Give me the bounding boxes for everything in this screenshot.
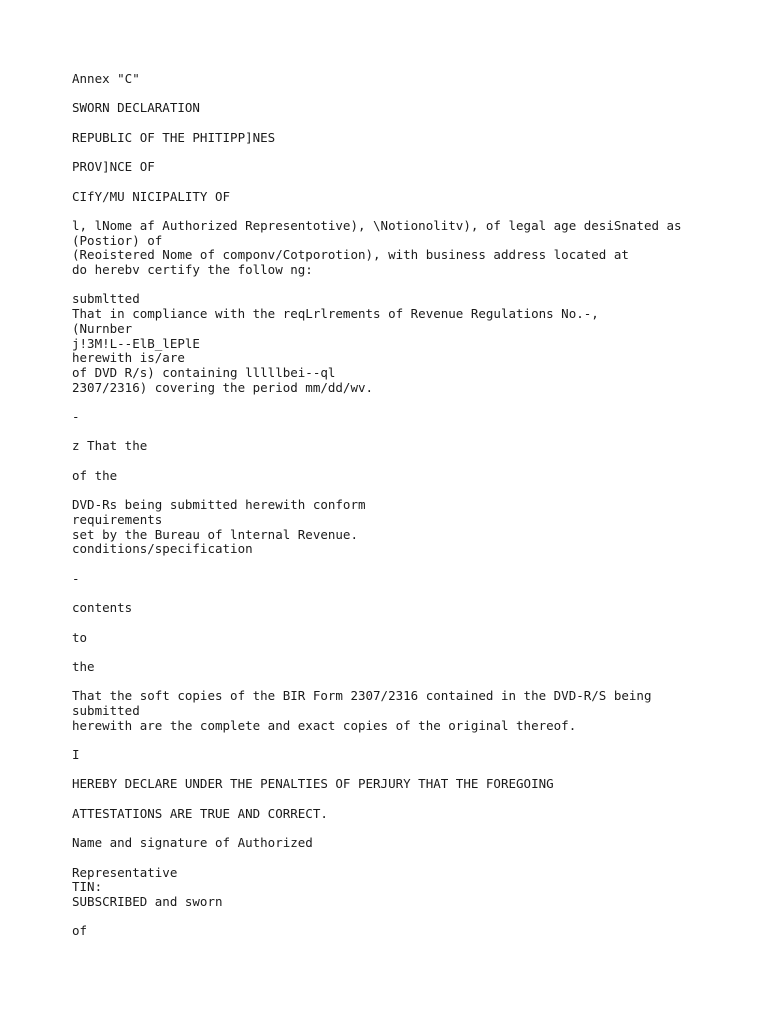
text-line: Representative	[72, 864, 178, 880]
text-line: of DVD R/s) containing lllllbei--ql	[72, 364, 336, 380]
text-line: (Reoistered Nome of componv/Cotporotion), with business address located at	[72, 247, 629, 263]
text-line: to	[72, 629, 88, 645]
paragraph	[72, 660, 732, 675]
text-line: herewith is/are	[72, 350, 185, 366]
paragraph	[72, 924, 732, 939]
text-line: DVD-Rs being submitted herewith conform	[72, 497, 366, 513]
text-line: j!3M!L--ElB_lEPlE	[72, 335, 200, 351]
text-line: That the soft copies of the BIR Form 2307/2316 contained in the DVD-R/S being	[72, 688, 652, 704]
text-line: z That the	[72, 438, 148, 454]
text-line: TIN:	[72, 879, 103, 895]
paragraph	[72, 131, 732, 146]
text-line: I	[72, 747, 80, 763]
text-line: That in compliance with the reqLrlrements of Revenue Regulations No.-,	[72, 306, 599, 322]
paragraph	[72, 572, 732, 587]
text-line: do herebv certify the follow ng:	[72, 262, 313, 278]
paragraph	[72, 748, 732, 763]
paragraph	[72, 101, 732, 116]
paragraph	[72, 631, 732, 646]
paragraph	[72, 777, 732, 792]
text-line: set by the Bureau of lnternal Revenue.	[72, 526, 358, 542]
paragraph	[72, 160, 732, 175]
text-line: -	[72, 409, 80, 425]
paragraph	[72, 292, 732, 395]
paragraph	[72, 601, 732, 616]
paragraph	[72, 410, 732, 425]
text-line: of	[72, 923, 88, 939]
text-line: SWORN DECLARATION	[72, 100, 200, 116]
paragraph	[72, 469, 732, 484]
text-line: CIfY/MU NICIPALITY OF	[72, 188, 231, 204]
declaration-text	[72, 72, 732, 954]
paragraph	[72, 836, 732, 851]
text-line: submltted	[72, 291, 140, 307]
paragraph	[72, 72, 732, 87]
paragraph	[72, 866, 732, 910]
text-line: (Postior) of	[72, 232, 163, 248]
text-line: contents	[72, 600, 133, 616]
text-line: Name and signature of Authorized	[72, 835, 313, 851]
text-line: of the	[72, 467, 118, 483]
paragraph	[72, 689, 732, 733]
text-line: (Nurnber	[72, 320, 133, 336]
paragraph	[72, 190, 732, 205]
text-line: SUBSCRIBED and sworn	[72, 894, 223, 910]
paragraph	[72, 498, 732, 557]
text-line: Annex "C"	[72, 71, 140, 86]
text-line: l, lNome af Authorized Representotive), \Notionolitv), of legal age desiSnated as	[72, 217, 682, 233]
text-line: herewith are the complete and exact copies of the original thereof.	[72, 717, 577, 733]
text-line: submitted	[72, 703, 140, 718]
text-line: HEREBY DECLARE UNDER THE PENALTIES OF PERJURY THAT THE FOREGOING	[72, 776, 554, 792]
text-line: ATTESTATIONS ARE TRUE AND CORRECT.	[72, 805, 328, 821]
text-line: PROV]NCE OF	[72, 159, 155, 175]
paragraph	[72, 439, 732, 454]
text-line: the	[72, 658, 95, 674]
paragraph	[72, 807, 732, 822]
text-line: 2307/2316) covering the period mm/dd/wv.	[72, 379, 374, 395]
text-line: requirements	[72, 511, 163, 527]
text-line: REPUBLIC OF THE PHITIPP]NES	[72, 129, 276, 145]
text-line: -	[72, 570, 80, 586]
paragraph	[72, 219, 732, 278]
text-line: conditions/specification	[72, 541, 253, 557]
